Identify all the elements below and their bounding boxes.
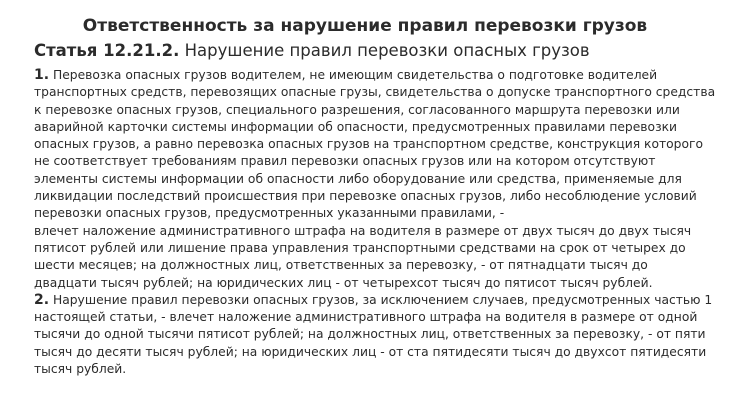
paragraph-line: тысячи до одной тысячи пятисот рублей; на должностных лиц, ответственных за перевозку, - от пяти [34, 327, 706, 342]
paragraph-line: к перевозке опасных грузов, специального разрешения, согласованного маршрута перевозки или [34, 102, 680, 117]
article-number: Статья 12.21.2. [34, 41, 180, 60]
paragraph-line: 2. Нарушение правил перевозки опасных грузов, за исключением случаев, предусмотренных частью 1 [34, 291, 713, 308]
paragraph-line: двадцати тысяч рублей; на юридических лиц - от четырехсот тысяч до пятисот тысяч рублей. [34, 275, 653, 290]
paragraph-line: влечет наложение административного штрафа на водителя в размере от двух тысяч до двух тысяч [34, 223, 692, 238]
paragraph-line: транспортных средств, перевозящих опасные грузы, свидетельства о допуске транспортного средства [34, 85, 716, 100]
paragraph-line: не соответствует требованиям правил перевозки опасных грузов или на котором отсутствуют [34, 154, 656, 169]
paragraph-line: ликвидации последствий происшествия при перевозке опасных грузов, либо несоблюдение условий [34, 189, 697, 204]
page-title: Ответственность за нарушение правил перевозки грузов [82, 16, 648, 36]
article-title: Нарушение правил перевозки опасных грузов [179, 41, 590, 60]
paragraph-line: тысяч рублей. [34, 362, 127, 377]
paragraph-line: 1. Перевозка опасных грузов водителем, не имеющим свидетельства о подготовке водителей [34, 67, 658, 83]
paragraph-line: тысяч до десяти тысяч рублей; на юридических лиц - от ста пятидесяти тысяч до двухсот пятидесяти [34, 344, 707, 359]
paragraph-line: опасных грузов, а равно перевозка опасных грузов на транспортном средстве, конструкция которого [34, 137, 703, 152]
paragraph-number: 1. [34, 67, 50, 83]
paragraph-line: элементы системы информации об опасности либо оборудование или средства, применяемые для [34, 171, 682, 186]
paragraph-2 [34, 292, 718, 378]
paragraph-line: настоящей статьи, - влечет наложение административного штрафа на водителя в размере от одной [34, 310, 698, 325]
paragraph-line: шести месяцев; на должностных лиц, ответственных за перевозку, - от пятнадцати тысяч до [34, 258, 648, 273]
paragraph-number: 2. [34, 291, 50, 308]
paragraph-line: пятисот рублей или лишение права управления транспортными средствами на срок от четырех до [34, 240, 686, 255]
article-heading [34, 38, 718, 63]
paragraph-line: аварийной карточки системы информации об опасности, предусмотренных правилами перевозки [34, 119, 678, 134]
paragraph-line: перевозки опасных грузов, предусмотренных указанными правилами, - [34, 206, 505, 221]
paragraph-1 [34, 67, 718, 292]
